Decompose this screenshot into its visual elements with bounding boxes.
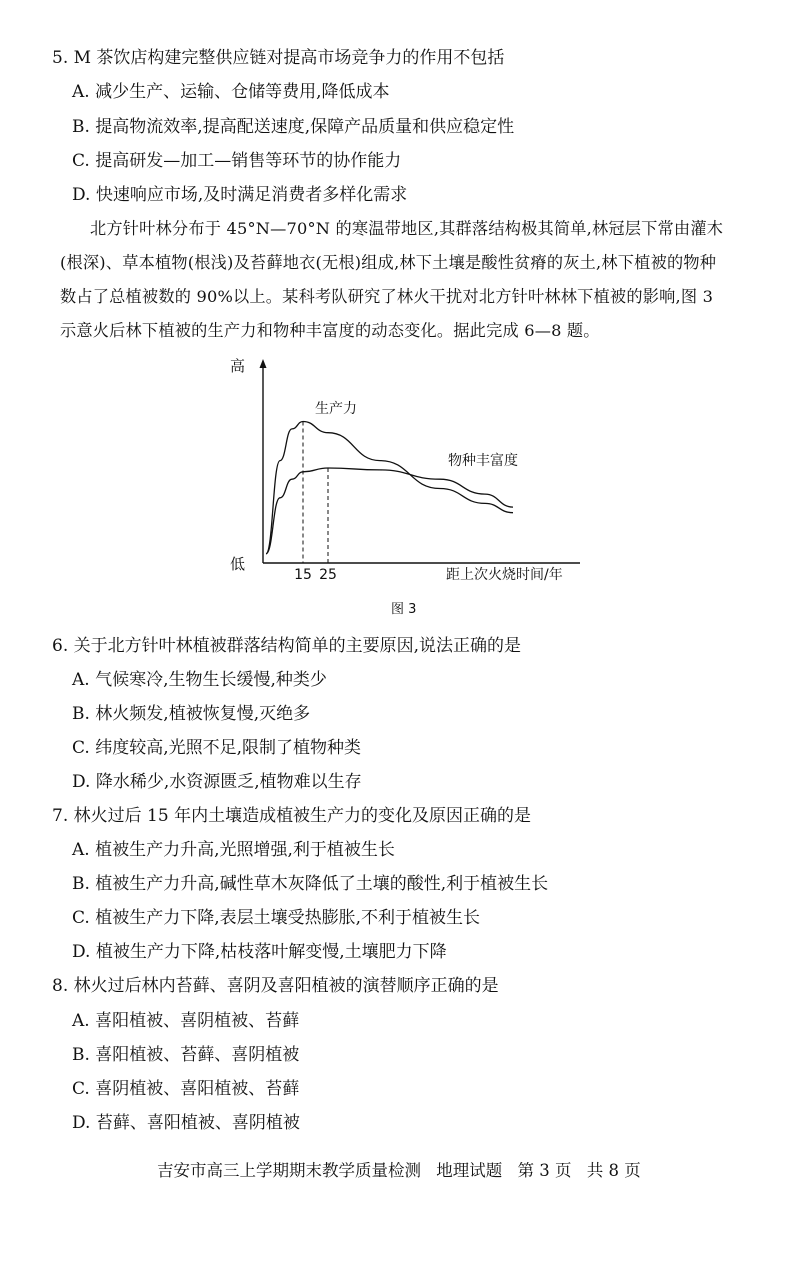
passage-line-3: 数占了总植被数的 90%以上。某科考队研究了林火干扰对北方针叶林林下植被的影响,图 3 [60, 287, 714, 306]
y-low-label: 低 [230, 555, 246, 573]
footer-page-number: 第 3 页 [517, 1161, 572, 1180]
figure-caption: 图 3 [391, 602, 417, 617]
q5-option-a: A. 减少生产、运输、仓储等费用,降低成本 [72, 82, 390, 102]
q6-option-d: D. 降水稀少,水资源匮乏,植物难以生存 [72, 772, 362, 792]
passage-line-1: 北方针叶林分布于 45°N—70°N 的寒温带地区,其群落结构极其简单,林冠层下常由灌木 [90, 219, 724, 238]
footer-exam-title: 吉安市高三上学期期末教学质量检测 [157, 1161, 421, 1180]
page-footer [157, 1157, 651, 1181]
q7-option-c: C. 植被生产力下降,表层土壤受热膨胀,不利于植被生长 [72, 908, 481, 928]
q8-option-d: D. 苔藓、喜阳植被、喜阴植被 [72, 1113, 300, 1133]
q8-option-c: C. 喜阴植被、喜阳植被、苔藓 [72, 1079, 300, 1099]
q6-option-b: B. 林火频发,植被恢复慢,灭绝多 [72, 704, 311, 724]
q6-stem: 6. 关于北方针叶林植被群落结构简单的主要原因,说法正确的是 [52, 636, 522, 656]
q6-option-c: C. 纬度较高,光照不足,限制了植物种类 [72, 738, 362, 758]
footer-subject: 地理试题 [436, 1161, 503, 1180]
footer-total-pages: 共 8 页 [586, 1161, 641, 1180]
y-axis-arrow [260, 359, 267, 368]
species-richness-label: 物种丰富度 [448, 453, 518, 469]
q7-option-b: B. 植被生产力升高,碱性草木灰降低了土壤的酸性,利于植被生长 [72, 874, 549, 894]
q5-option-d: D. 快速响应市场,及时满足消费者多样化需求 [72, 185, 408, 205]
q8-option-a: A. 喜阳植被、喜阴植被、苔藓 [72, 1011, 300, 1031]
y-high-label: 高 [230, 357, 246, 375]
q6-option-a: A. 气候寒冷,生物生长缓慢,种类少 [72, 670, 327, 690]
figure-3-chart [230, 355, 590, 585]
productivity-label: 生产力 [315, 401, 357, 417]
q5-option-b: B. 提高物流效率,提高配送速度,保障产品质量和供应稳定性 [72, 117, 515, 137]
q7-stem: 7. 林火过后 15 年内土壤造成植被生产力的变化及原因正确的是 [52, 806, 532, 826]
x-axis-label: 距上次火烧时间/年 [446, 567, 563, 583]
q7-option-d: D. 植被生产力下降,枯枝落叶解变慢,土壤肥力下降 [72, 942, 447, 962]
passage-line-4: 示意火后林下植被的生产力和物种丰富度的动态变化。据此完成 6—8 题。 [60, 321, 600, 340]
q8-option-b: B. 喜阳植被、苔藓、喜阴植被 [72, 1045, 300, 1065]
x-tick-15: 15 [294, 567, 312, 583]
passage-line-2: (根深)、草本植物(根浅)及苔藓地衣(无根)组成,林下土壤是酸性贫瘠的灰土,林下植被的物种 [60, 253, 717, 272]
q7-option-a: A. 植被生产力升高,光照增强,利于植被生长 [72, 840, 395, 860]
q5-option-c: C. 提高研发—加工—销售等环节的协作能力 [72, 151, 402, 171]
q8-stem: 8. 林火过后林内苔藓、喜阴及喜阳植被的演替顺序正确的是 [52, 976, 499, 996]
q5-stem: 5. M 茶饮店构建完整供应链对提高市场竞争力的作用不包括 [52, 48, 505, 68]
x-tick-25: 25 [319, 567, 337, 583]
